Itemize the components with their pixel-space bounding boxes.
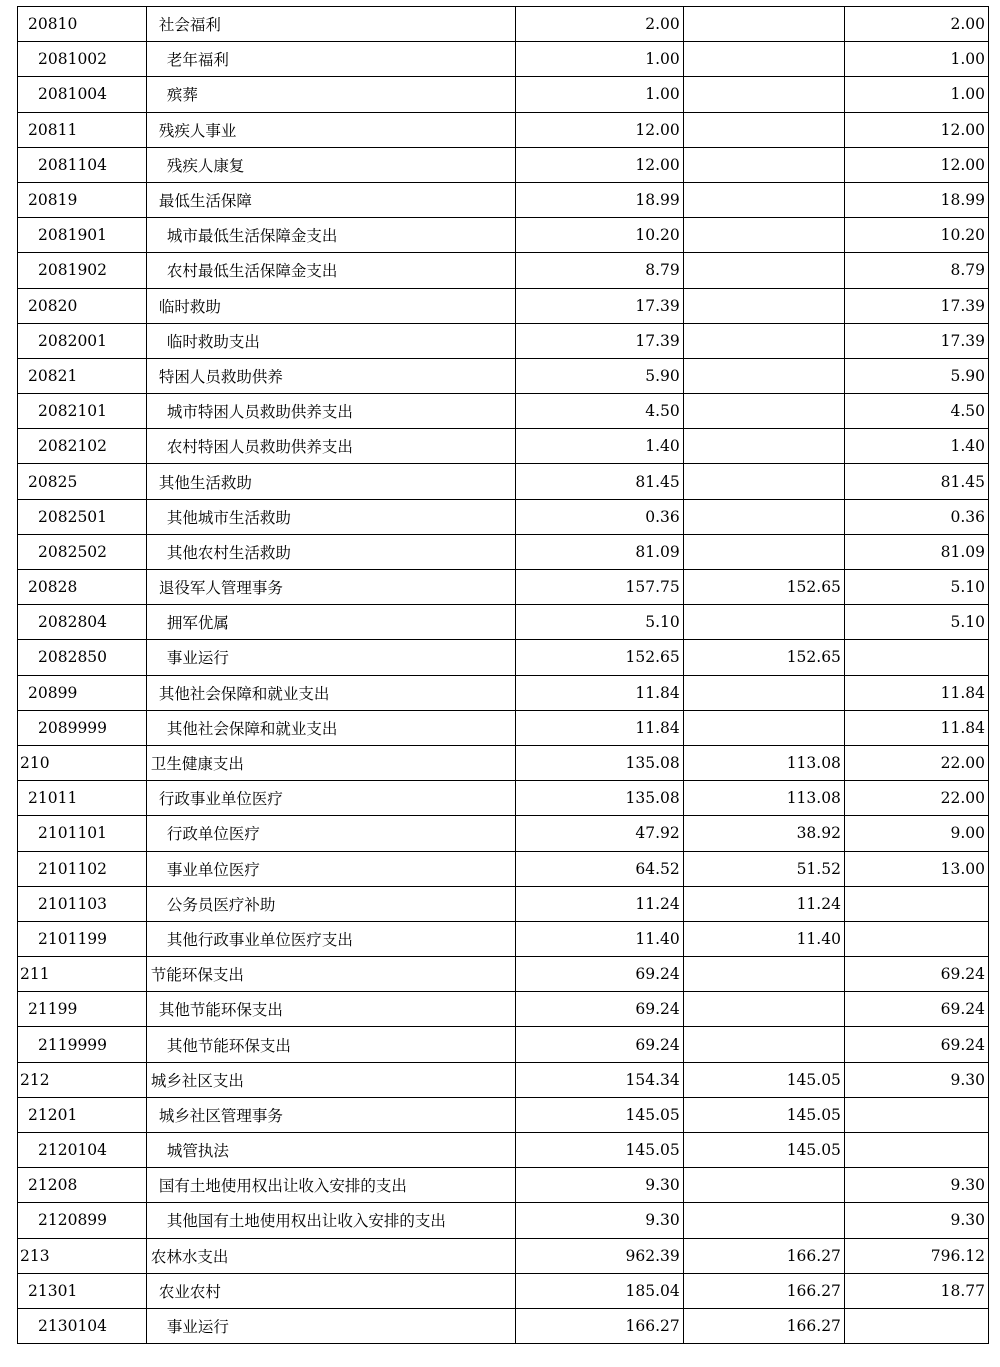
- subject-name-cell: 公务员医疗补助: [146, 886, 515, 921]
- project-expenditure-cell: 12.00: [844, 147, 988, 182]
- table-row: [18, 816, 989, 851]
- expenditure-table: [17, 6, 989, 1344]
- total-amount-cell: 135.08: [515, 781, 683, 816]
- table-row: [18, 1168, 989, 1203]
- subject-code-cell: 213: [18, 1238, 147, 1273]
- basic-expenditure-cell: [683, 218, 844, 253]
- project-expenditure-cell: 81.09: [844, 534, 988, 569]
- project-expenditure-cell: 18.77: [844, 1273, 988, 1308]
- subject-name-cell: 残疾人康复: [146, 147, 515, 182]
- basic-expenditure-cell: [683, 1203, 844, 1238]
- table-row: [18, 710, 989, 745]
- subject-code-cell: 2081901: [18, 218, 147, 253]
- subject-code-cell: 2082501: [18, 499, 147, 534]
- table-row: [18, 499, 989, 534]
- total-amount-cell: 81.45: [515, 464, 683, 499]
- subject-code-cell: 2101102: [18, 851, 147, 886]
- basic-expenditure-cell: [683, 499, 844, 534]
- subject-name-cell: 城乡社区支出: [146, 1062, 515, 1097]
- project-expenditure-cell: 0.36: [844, 499, 988, 534]
- subject-name-cell: 其他行政事业单位医疗支出: [146, 921, 515, 956]
- total-amount-cell: 152.65: [515, 640, 683, 675]
- table-row: [18, 1062, 989, 1097]
- subject-code-cell: 2081004: [18, 77, 147, 112]
- table-row: [18, 1133, 989, 1168]
- table-row: [18, 112, 989, 147]
- subject-code-cell: 2101199: [18, 921, 147, 956]
- table-row: [18, 1273, 989, 1308]
- total-amount-cell: 11.84: [515, 675, 683, 710]
- total-amount-cell: 81.09: [515, 534, 683, 569]
- total-amount-cell: 145.05: [515, 1097, 683, 1132]
- subject-name-cell: 其他农村生活救助: [146, 534, 515, 569]
- subject-code-cell: 20821: [18, 358, 147, 393]
- basic-expenditure-cell: [683, 77, 844, 112]
- subject-name-cell: 临时救助支出: [146, 323, 515, 358]
- subject-name-cell: 农业农村: [146, 1273, 515, 1308]
- total-amount-cell: 9.30: [515, 1168, 683, 1203]
- project-expenditure-cell: 69.24: [844, 1027, 988, 1062]
- table-row: [18, 1203, 989, 1238]
- basic-expenditure-cell: [683, 182, 844, 217]
- total-amount-cell: 962.39: [515, 1238, 683, 1273]
- subject-name-cell: 农林水支出: [146, 1238, 515, 1273]
- total-amount-cell: 69.24: [515, 992, 683, 1027]
- table-row: [18, 781, 989, 816]
- subject-name-cell: 农村最低生活保障金支出: [146, 253, 515, 288]
- project-expenditure-cell: 2.00: [844, 7, 988, 42]
- table-row: [18, 218, 989, 253]
- project-expenditure-cell: 11.84: [844, 675, 988, 710]
- total-amount-cell: 1.00: [515, 42, 683, 77]
- total-amount-cell: 5.10: [515, 605, 683, 640]
- subject-code-cell: 210: [18, 745, 147, 780]
- project-expenditure-cell: 22.00: [844, 745, 988, 780]
- subject-name-cell: 城管执法: [146, 1133, 515, 1168]
- basic-expenditure-cell: 51.52: [683, 851, 844, 886]
- subject-name-cell: 其他社会保障和就业支出: [146, 710, 515, 745]
- project-expenditure-cell: 11.84: [844, 710, 988, 745]
- project-expenditure-cell: 9.30: [844, 1062, 988, 1097]
- basic-expenditure-cell: 38.92: [683, 816, 844, 851]
- basic-expenditure-cell: [683, 7, 844, 42]
- project-expenditure-cell: 1.00: [844, 77, 988, 112]
- subject-code-cell: 2082102: [18, 429, 147, 464]
- subject-name-cell: 城乡社区管理事务: [146, 1097, 515, 1132]
- subject-name-cell: 残疾人事业: [146, 112, 515, 147]
- total-amount-cell: 157.75: [515, 570, 683, 605]
- project-expenditure-cell: 12.00: [844, 112, 988, 147]
- basic-expenditure-cell: [683, 1168, 844, 1203]
- project-expenditure-cell: 4.50: [844, 394, 988, 429]
- project-expenditure-cell: [844, 886, 988, 921]
- table-body: [18, 7, 989, 1344]
- project-expenditure-cell: [844, 640, 988, 675]
- total-amount-cell: 10.20: [515, 218, 683, 253]
- total-amount-cell: 1.40: [515, 429, 683, 464]
- basic-expenditure-cell: [683, 394, 844, 429]
- total-amount-cell: 135.08: [515, 745, 683, 780]
- total-amount-cell: 69.24: [515, 1027, 683, 1062]
- subject-name-cell: 行政事业单位医疗: [146, 781, 515, 816]
- subject-code-cell: 20811: [18, 112, 147, 147]
- project-expenditure-cell: 9.00: [844, 816, 988, 851]
- total-amount-cell: 17.39: [515, 288, 683, 323]
- project-expenditure-cell: 13.00: [844, 851, 988, 886]
- total-amount-cell: 1.00: [515, 77, 683, 112]
- project-expenditure-cell: 17.39: [844, 288, 988, 323]
- total-amount-cell: 2.00: [515, 7, 683, 42]
- subject-code-cell: 21301: [18, 1273, 147, 1308]
- project-expenditure-cell: 81.45: [844, 464, 988, 499]
- project-expenditure-cell: 1.40: [844, 429, 988, 464]
- table-row: [18, 77, 989, 112]
- subject-code-cell: 2081902: [18, 253, 147, 288]
- total-amount-cell: 145.05: [515, 1133, 683, 1168]
- table-row: [18, 992, 989, 1027]
- table-row: [18, 605, 989, 640]
- table-row: [18, 745, 989, 780]
- basic-expenditure-cell: 145.05: [683, 1062, 844, 1097]
- subject-code-cell: 20825: [18, 464, 147, 499]
- subject-code-cell: 2081002: [18, 42, 147, 77]
- subject-code-cell: 211: [18, 957, 147, 992]
- total-amount-cell: 166.27: [515, 1308, 683, 1343]
- subject-name-cell: 其他城市生活救助: [146, 499, 515, 534]
- total-amount-cell: 69.24: [515, 957, 683, 992]
- basic-expenditure-cell: [683, 358, 844, 393]
- project-expenditure-cell: 5.10: [844, 605, 988, 640]
- table-row: [18, 886, 989, 921]
- subject-name-cell: 行政单位医疗: [146, 816, 515, 851]
- basic-expenditure-cell: 166.27: [683, 1273, 844, 1308]
- basic-expenditure-cell: [683, 112, 844, 147]
- table-row: [18, 147, 989, 182]
- basic-expenditure-cell: 11.40: [683, 921, 844, 956]
- table-row: [18, 323, 989, 358]
- subject-code-cell: 2082502: [18, 534, 147, 569]
- subject-code-cell: 2120899: [18, 1203, 147, 1238]
- subject-name-cell: 退役军人管理事务: [146, 570, 515, 605]
- basic-expenditure-cell: 11.24: [683, 886, 844, 921]
- table-row: [18, 7, 989, 42]
- basic-expenditure-cell: 145.05: [683, 1097, 844, 1132]
- table-row: [18, 1027, 989, 1062]
- total-amount-cell: 64.52: [515, 851, 683, 886]
- basic-expenditure-cell: 166.27: [683, 1238, 844, 1273]
- subject-code-cell: 2082850: [18, 640, 147, 675]
- subject-code-cell: 212: [18, 1062, 147, 1097]
- subject-name-cell: 其他节能环保支出: [146, 992, 515, 1027]
- subject-name-cell: 事业运行: [146, 640, 515, 675]
- subject-code-cell: 2082101: [18, 394, 147, 429]
- total-amount-cell: 12.00: [515, 112, 683, 147]
- table-row: [18, 182, 989, 217]
- table-row: [18, 358, 989, 393]
- subject-code-cell: 2089999: [18, 710, 147, 745]
- table-row: [18, 1238, 989, 1273]
- basic-expenditure-cell: [683, 1027, 844, 1062]
- table-row: [18, 394, 989, 429]
- subject-code-cell: 2130104: [18, 1308, 147, 1343]
- subject-code-cell: 2101101: [18, 816, 147, 851]
- table-row: [18, 1308, 989, 1343]
- table-row: [18, 42, 989, 77]
- project-expenditure-cell: 8.79: [844, 253, 988, 288]
- basic-expenditure-cell: [683, 957, 844, 992]
- subject-name-cell: 其他国有土地使用权出让收入安排的支出: [146, 1203, 515, 1238]
- basic-expenditure-cell: 152.65: [683, 640, 844, 675]
- project-expenditure-cell: 9.30: [844, 1203, 988, 1238]
- basic-expenditure-cell: [683, 464, 844, 499]
- project-expenditure-cell: 10.20: [844, 218, 988, 253]
- subject-code-cell: 2119999: [18, 1027, 147, 1062]
- project-expenditure-cell: 18.99: [844, 182, 988, 217]
- subject-code-cell: 2082804: [18, 605, 147, 640]
- table-row: [18, 640, 989, 675]
- table-row: [18, 253, 989, 288]
- table-row: [18, 570, 989, 605]
- table-row: [18, 957, 989, 992]
- total-amount-cell: 18.99: [515, 182, 683, 217]
- subject-name-cell: 临时救助: [146, 288, 515, 323]
- table-row: [18, 921, 989, 956]
- total-amount-cell: 17.39: [515, 323, 683, 358]
- total-amount-cell: 11.84: [515, 710, 683, 745]
- table-row: [18, 851, 989, 886]
- subject-name-cell: 拥军优属: [146, 605, 515, 640]
- subject-code-cell: 2120104: [18, 1133, 147, 1168]
- subject-code-cell: 2081104: [18, 147, 147, 182]
- basic-expenditure-cell: [683, 605, 844, 640]
- project-expenditure-cell: 5.10: [844, 570, 988, 605]
- total-amount-cell: 11.24: [515, 886, 683, 921]
- basic-expenditure-cell: 166.27: [683, 1308, 844, 1343]
- subject-code-cell: 21201: [18, 1097, 147, 1132]
- subject-code-cell: 20828: [18, 570, 147, 605]
- subject-name-cell: 特困人员救助供养: [146, 358, 515, 393]
- table-row: [18, 464, 989, 499]
- basic-expenditure-cell: 113.08: [683, 781, 844, 816]
- subject-name-cell: 城市最低生活保障金支出: [146, 218, 515, 253]
- project-expenditure-cell: 69.24: [844, 957, 988, 992]
- table-row: [18, 1097, 989, 1132]
- subject-code-cell: 20820: [18, 288, 147, 323]
- subject-name-cell: 其他社会保障和就业支出: [146, 675, 515, 710]
- basic-expenditure-cell: [683, 429, 844, 464]
- basic-expenditure-cell: 113.08: [683, 745, 844, 780]
- subject-name-cell: 农村特困人员救助供养支出: [146, 429, 515, 464]
- subject-name-cell: 其他节能环保支出: [146, 1027, 515, 1062]
- subject-code-cell: 21208: [18, 1168, 147, 1203]
- subject-name-cell: 国有土地使用权出让收入安排的支出: [146, 1168, 515, 1203]
- subject-name-cell: 最低生活保障: [146, 182, 515, 217]
- project-expenditure-cell: 69.24: [844, 992, 988, 1027]
- subject-name-cell: 社会福利: [146, 7, 515, 42]
- project-expenditure-cell: [844, 1097, 988, 1132]
- total-amount-cell: 4.50: [515, 394, 683, 429]
- project-expenditure-cell: [844, 921, 988, 956]
- subject-name-cell: 事业单位医疗: [146, 851, 515, 886]
- subject-name-cell: 老年福利: [146, 42, 515, 77]
- project-expenditure-cell: 5.90: [844, 358, 988, 393]
- project-expenditure-cell: [844, 1308, 988, 1343]
- total-amount-cell: 12.00: [515, 147, 683, 182]
- subject-name-cell: 节能环保支出: [146, 957, 515, 992]
- project-expenditure-cell: 22.00: [844, 781, 988, 816]
- basic-expenditure-cell: [683, 147, 844, 182]
- basic-expenditure-cell: [683, 253, 844, 288]
- subject-name-cell: 事业运行: [146, 1308, 515, 1343]
- subject-code-cell: 20819: [18, 182, 147, 217]
- project-expenditure-cell: [844, 1133, 988, 1168]
- basic-expenditure-cell: [683, 992, 844, 1027]
- table-row: [18, 675, 989, 710]
- total-amount-cell: 154.34: [515, 1062, 683, 1097]
- basic-expenditure-cell: [683, 323, 844, 358]
- subject-name-cell: 其他生活救助: [146, 464, 515, 499]
- basic-expenditure-cell: [683, 288, 844, 323]
- total-amount-cell: 47.92: [515, 816, 683, 851]
- project-expenditure-cell: 17.39: [844, 323, 988, 358]
- table-row: [18, 288, 989, 323]
- table-row: [18, 429, 989, 464]
- basic-expenditure-cell: [683, 534, 844, 569]
- total-amount-cell: 11.40: [515, 921, 683, 956]
- project-expenditure-cell: 9.30: [844, 1168, 988, 1203]
- table-row: [18, 534, 989, 569]
- basic-expenditure-cell: 152.65: [683, 570, 844, 605]
- subject-code-cell: 20810: [18, 7, 147, 42]
- total-amount-cell: 0.36: [515, 499, 683, 534]
- subject-name-cell: 卫生健康支出: [146, 745, 515, 780]
- total-amount-cell: 5.90: [515, 358, 683, 393]
- subject-code-cell: 2082001: [18, 323, 147, 358]
- subject-code-cell: 20899: [18, 675, 147, 710]
- subject-code-cell: 21011: [18, 781, 147, 816]
- subject-code-cell: 2101103: [18, 886, 147, 921]
- basic-expenditure-cell: [683, 710, 844, 745]
- basic-expenditure-cell: [683, 42, 844, 77]
- subject-name-cell: 殡葬: [146, 77, 515, 112]
- subject-name-cell: 城市特困人员救助供养支出: [146, 394, 515, 429]
- project-expenditure-cell: 796.12: [844, 1238, 988, 1273]
- total-amount-cell: 9.30: [515, 1203, 683, 1238]
- total-amount-cell: 185.04: [515, 1273, 683, 1308]
- basic-expenditure-cell: 145.05: [683, 1133, 844, 1168]
- total-amount-cell: 8.79: [515, 253, 683, 288]
- project-expenditure-cell: 1.00: [844, 42, 988, 77]
- basic-expenditure-cell: [683, 675, 844, 710]
- subject-code-cell: 21199: [18, 992, 147, 1027]
